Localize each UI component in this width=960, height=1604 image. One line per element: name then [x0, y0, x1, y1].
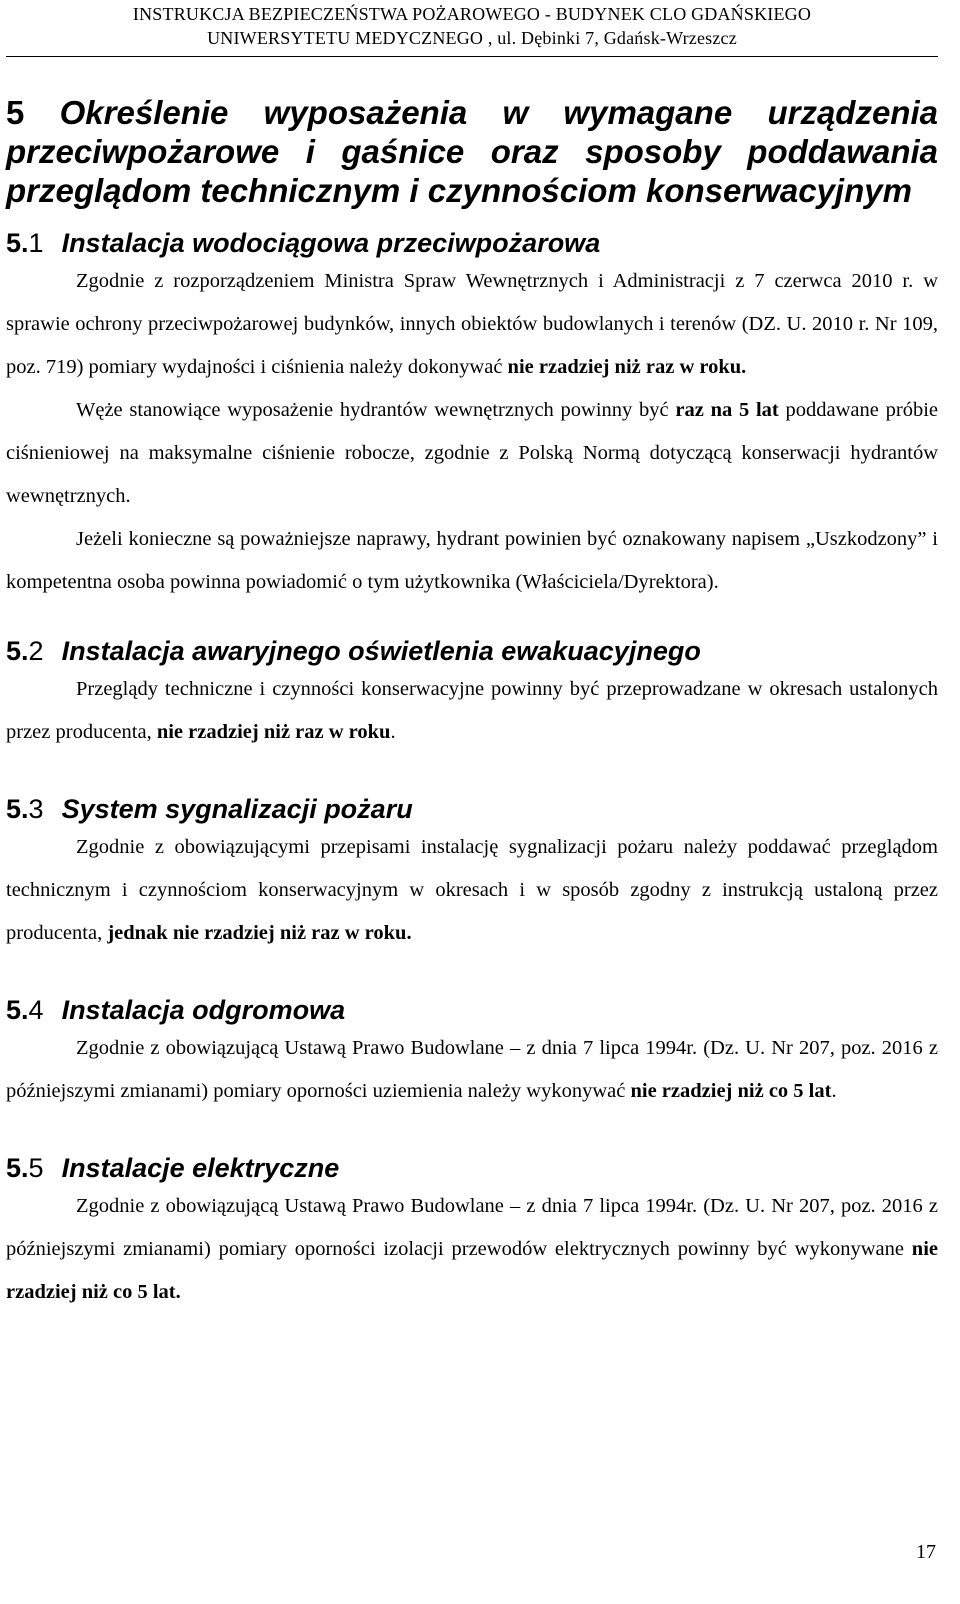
paragraph-emphasis: nie rzadziej niż raz w roku	[156, 721, 391, 743]
subsection-title: Instalacja odgromowa	[61, 995, 346, 1025]
header-line-2: UNIWERSYTETU MEDYCZNEGO , ul. Dębinki 7, Gdańsk-Wrzeszcz	[207, 28, 737, 48]
paragraph-5-1-c	[6, 518, 938, 604]
subsection-heading-5-2	[6, 634, 938, 668]
subsection-title: Instalacje elektryczne	[61, 1153, 340, 1183]
paragraph-text: Jeżeli konieczne są poważniejsze naprawy, hydrant powinien być oznakowany napisem „Uszkodzony” i kompetentna osoba powinna powiadomić o tym użytkownika (Właściciela/Dyrektora).	[6, 528, 938, 593]
paragraph-5-2-a	[6, 668, 938, 754]
paragraph-emphasis: nie rzadziej niż co 5 lat.	[6, 1238, 938, 1303]
subsection-number-main: 5.	[6, 636, 29, 666]
paragraph-text: Przeglądy techniczne i czynności konserwacyjne powinny być przeprowadzane w okresach ustalonych przez producenta,	[6, 678, 938, 743]
subsection-number-sub: 3	[28, 794, 44, 824]
subsection-number-main: 5.	[6, 995, 29, 1025]
paragraph-tail: .	[831, 1080, 837, 1102]
page-header	[6, 0, 938, 50]
subsection-number-sub: 5	[28, 1153, 44, 1183]
subsection-number-main: 5.	[6, 228, 29, 258]
subsection-heading-5-1	[6, 226, 938, 260]
paragraph-text: Zgodnie z obowiązującymi przepisami instalację sygnalizacji pożaru należy poddawać przeglądom technicznym i czynnościom konserwacyjnym w okresach i w sposób zgodny z instrukcją ustaloną przez producenta,	[6, 836, 938, 944]
paragraph-tail: .	[390, 721, 396, 743]
paragraph-text: Zgodnie z rozporządzeniem Ministra Spraw Wewnętrznych i Administracji z 7 czerwca 2010 r. w sprawie ochrony przeciwpożarowej budynków, innych obiektów budowlanych i terenów (DZ. U. 2010 r. Nr 109, poz. 719) pomiary wydajności i ciśnienia należy dokonywać	[6, 270, 938, 378]
subsection-title: Instalacja awaryjnego oświetlenia ewakuacyjnego	[61, 636, 701, 666]
subsection-heading-5-5	[6, 1151, 938, 1185]
section-number: 5	[6, 94, 25, 131]
subsection-heading-5-3	[6, 792, 938, 826]
subsection-number-sub: 2	[28, 636, 44, 666]
subsection-heading-5-4	[6, 993, 938, 1027]
paragraph-5-3-a	[6, 826, 938, 955]
paragraph-emphasis: raz na 5 lat	[675, 399, 779, 421]
paragraph-tail: poddawane próbie ciśnieniowej na maksymalne ciśnienie robocze, zgodnie z Polską Normą dotyczącą konserwacji hydrantów wewnętrznych.	[6, 399, 938, 507]
paragraph-5-1-b	[6, 389, 938, 518]
subsection-number-sub: 1	[28, 228, 44, 258]
paragraph-emphasis: nie rzadziej niż raz w roku.	[507, 356, 747, 378]
paragraph-5-4-a	[6, 1027, 938, 1113]
page-number: 17	[916, 1541, 936, 1563]
paragraph-emphasis: nie rzadziej niż co 5 lat	[630, 1080, 832, 1102]
subsection-title: System sygnalizacji pożaru	[61, 794, 413, 824]
paragraph-text: Zgodnie z obowiązującą Ustawą Prawo Budowlane – z dnia 7 lipca 1994r. (Dz. U. Nr 207, poz. 2016 z późniejszymi zmianami) pomiary oporności uziemienia należy wykonywać	[6, 1037, 938, 1102]
paragraph-5-1-a	[6, 260, 938, 389]
paragraph-5-5-a	[6, 1185, 938, 1314]
subsection-number-sub: 4	[28, 995, 44, 1025]
section-title-text: Określenie wyposażenia w wymagane urządzenia przeciwpożarowe i gaśnice oraz sposoby poddawania przeglądom technicznym i czynnościom konserwacyjnym	[6, 94, 938, 209]
paragraph-emphasis: jednak nie rzadziej niż raz w roku.	[107, 922, 412, 944]
paragraph-text: Węże stanowiące wyposażenie hydrantów wewnętrznych powinny być	[76, 399, 676, 421]
paragraph-text: Zgodnie z obowiązującą Ustawą Prawo Budowlane – z dnia 7 lipca 1994r. (Dz. U. Nr 207, poz. 2016 z późniejszymi zmianami) pomiary oporności izolacji przewodów elektrycznych powinny być wykonywane	[6, 1195, 938, 1260]
subsection-number-main: 5.	[6, 794, 29, 824]
section-title-5	[6, 93, 938, 210]
header-divider	[6, 56, 938, 57]
subsection-title: Instalacja wodociągowa przeciwpożarowa	[61, 228, 601, 258]
subsection-number-main: 5.	[6, 1153, 29, 1183]
header-line-1: INSTRUKCJA BEZPIECZEŃSTWA POŻAROWEGO - BUDYNEK CLO GDAŃSKIEGO	[132, 4, 812, 24]
